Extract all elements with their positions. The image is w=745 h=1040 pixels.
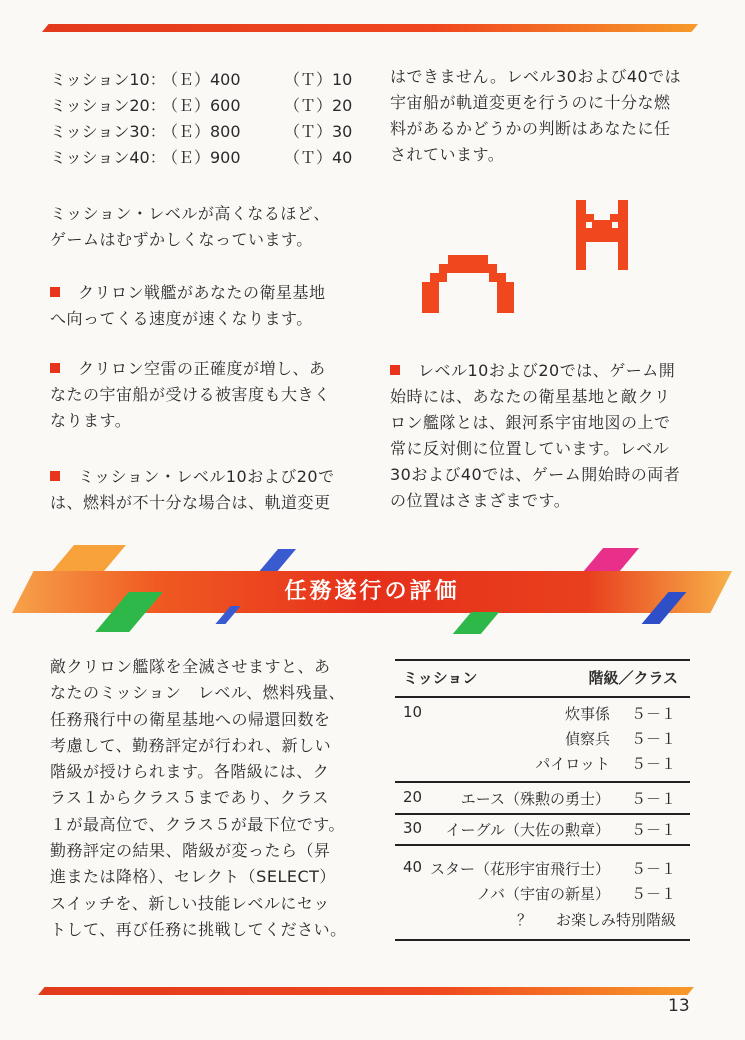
- bullet-icon: [50, 471, 60, 481]
- bullet-icon: [50, 287, 60, 297]
- top-rule: [42, 24, 698, 32]
- table-rule: [395, 659, 690, 661]
- section-title: 任務遂行の評価: [284, 579, 460, 604]
- bullet-accuracy: クリロン空雷の正確度が増し、あ なたの宇宙船が受ける被害度も大きく なります。: [50, 359, 331, 430]
- evaluation-paragraph: 敵クリロン艦隊を全滅させますと、あ なたのミッション レベル、燃料残量、 任務飛行中の衛星基地への帰還回数を 考慮して、勤務評定が行われ、新しい 階級が授けられます。各階級には、ク ラス１からクラス５まであり、クラス １が最高位で、クラス５が最下位です。 勤務評定の結果、階級が変ったら（昇 進または降格）、セレクト（SELECT） スイッチを、新しい技能レベルにセッ トして、再び任務に挑戦してください。: [50, 657, 347, 939]
- table-row: 20 エース（殊勲の勇士） ５－１: [403, 788, 676, 808]
- kryllon-ship-icon: [576, 200, 628, 270]
- table-header: ミッション 階級／クラス: [403, 669, 678, 687]
- table-rule: [395, 844, 690, 846]
- bullet-speed: クリロン戦艦があなたの衛星基地 へ向ってくる速度が速くなります。: [50, 283, 326, 328]
- bullet-fuel: ミッション・レベル10および20で は、燃料が不十分な場合は、軌道変更: [50, 467, 335, 512]
- fuel-paragraph: はできません。レベル30および40では 宇宙船が軌道変更を行うのに十分な燃 料があるかどうかの判断はあなたに任 されています。: [390, 67, 682, 164]
- difficulty-paragraph: ミッション・レベルが高くなるほど、 ゲームはむずかしくなっています。: [50, 204, 330, 249]
- page-number: 13: [668, 996, 690, 1016]
- bullet-icon: [390, 365, 400, 375]
- decor-stripe: [453, 612, 499, 634]
- bullet-icon: [50, 363, 60, 373]
- bullet-position: レベル10および20では、ゲーム開 始時には、あなたの衛星基地と敵クリ ロン艦隊とは、銀河系宇宙地図の上で 常に反対側に位置しています。レベル 30および40では、ゲーム開始時の両者 の位置はさまざまです。: [390, 361, 681, 510]
- table-rule: [395, 696, 690, 698]
- table-rule: [395, 781, 690, 783]
- decor-stripe: [258, 549, 296, 573]
- bottom-rule: [38, 987, 694, 995]
- table-row: 10 炊事係 ５－１ 偵察兵 ５－１ パイロット ５－１: [403, 703, 676, 773]
- table-row: 40 スター（花形宇宙飛行士） ５－１ ノバ（宇宙の新星） ５－１ ？ お楽しみ特別階級: [403, 858, 676, 929]
- table-rule: [395, 813, 690, 815]
- table-rule: [395, 939, 690, 941]
- table-row: 30 イーグル（大佐の勲章） ５－１: [403, 819, 676, 839]
- starbase-icon: [422, 255, 514, 313]
